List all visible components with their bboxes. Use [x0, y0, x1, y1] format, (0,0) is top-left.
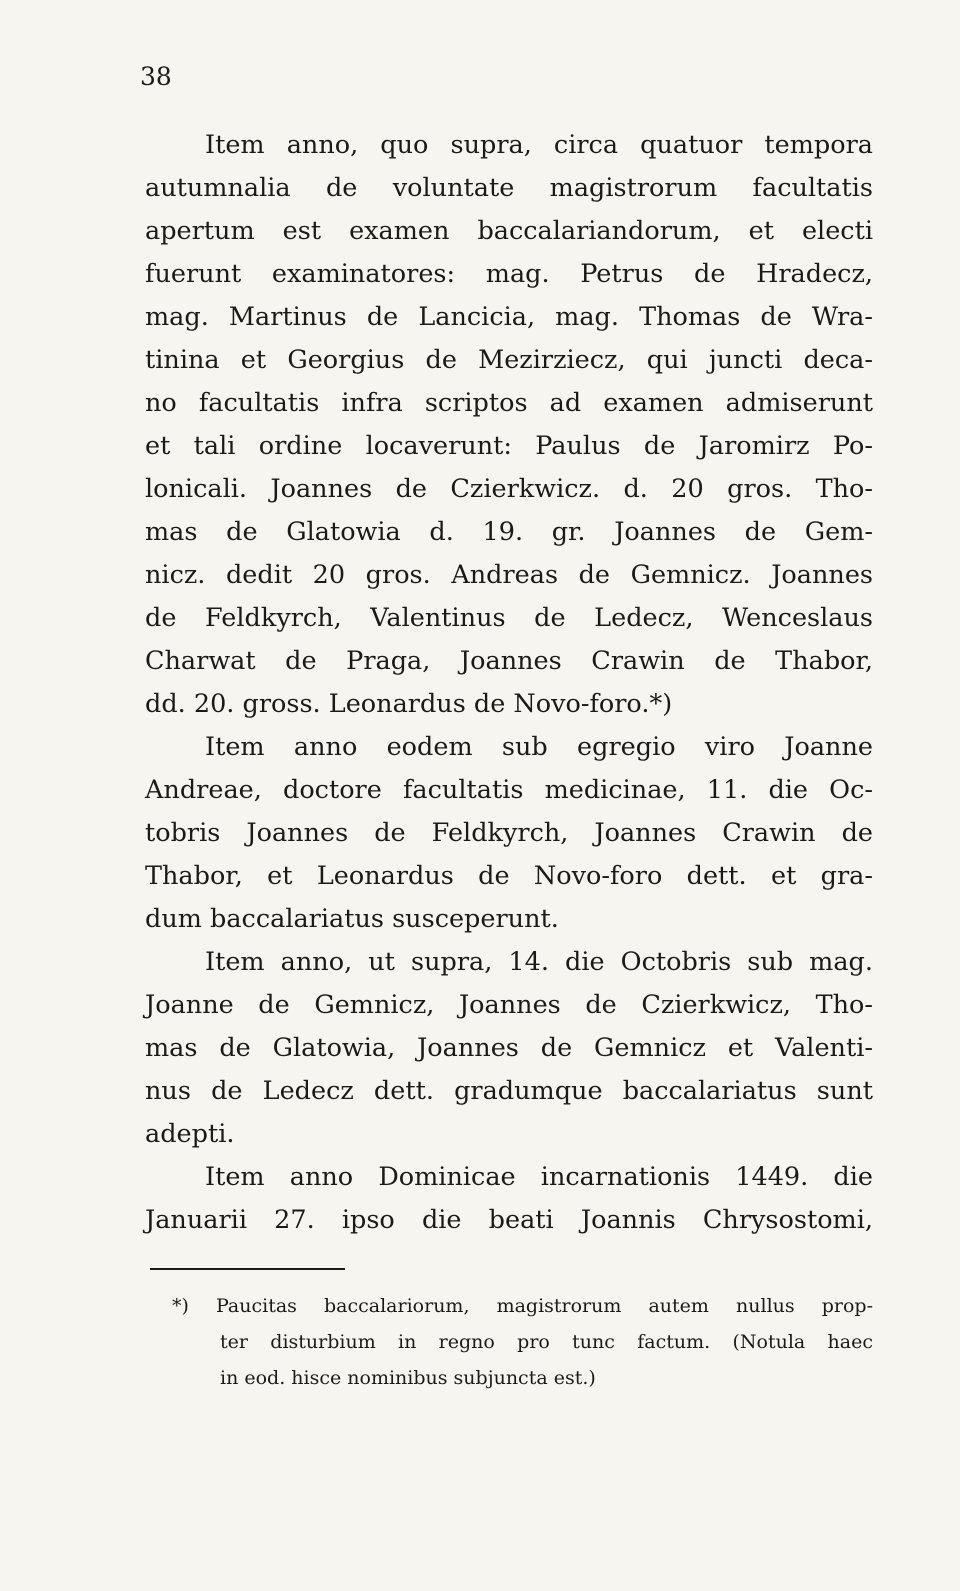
text-line: Item anno, quo supra, circa quatuor tempora: [205, 130, 873, 160]
footnote-divider: [150, 1268, 345, 1270]
text-line: Januarii 27. ipso die beati Joannis Chrysostomi,: [145, 1205, 873, 1235]
text-line: adepti.: [145, 1119, 235, 1149]
text-line: tobris Joannes de Feldkyrch, Joannes Crawin de: [145, 818, 873, 848]
footnote-line: in eod. hisce nominibus subjuncta est.): [220, 1367, 596, 1389]
text-line: dd. 20. gross. Leonardus de Novo-foro.*): [145, 689, 673, 719]
text-line: mag. Martinus de Lancicia, mag. Thomas de Wra-: [145, 302, 873, 332]
text-line: Item anno eodem sub egregio viro Joanne: [205, 732, 873, 762]
text-line: tinina et Georgius de Mezirziecz, qui juncti deca-: [145, 345, 873, 375]
text-line: fuerunt examinatores: mag. Petrus de Hradecz,: [145, 259, 873, 289]
text-line: Andreae, doctore facultatis medicinae, 11. die Oc-: [145, 775, 873, 805]
text-line: mas de Glatowia, Joannes de Gemnicz et Valenti-: [145, 1033, 873, 1063]
text-line: Item anno, ut supra, 14. die Octobris sub mag.: [205, 947, 873, 977]
footnote-line: *) Paucitas baccalariorum, magistrorum autem nullus prop-: [172, 1295, 873, 1317]
text-line: Item anno Dominicae incarnationis 1449. die: [205, 1162, 873, 1192]
text-line: no facultatis infra scriptos ad examen admiserunt: [145, 388, 873, 418]
text-line: Charwat de Praga, Joannes Crawin de Thabor,: [145, 646, 873, 676]
text-line: Thabor, et Leonardus de Novo-foro dett. et gra-: [145, 861, 873, 891]
page-number: 38: [140, 62, 172, 91]
footnote-line: ter disturbium in regno pro tunc factum. (Notula haec: [220, 1331, 873, 1353]
text-line: apertum est examen baccalariandorum, et electi: [145, 216, 873, 246]
text-line: lonicali. Joannes de Czierkwicz. d. 20 gros. Tho-: [145, 474, 873, 504]
text-line: autumnalia de voluntate magistrorum facultatis: [145, 173, 873, 203]
text-line: nicz. dedit 20 gros. Andreas de Gemnicz. Joannes: [145, 560, 873, 590]
text-line: dum baccalariatus susceperunt.: [145, 904, 559, 934]
text-line: Joanne de Gemnicz, Joannes de Czierkwicz, Tho-: [145, 990, 873, 1020]
text-line: de Feldkyrch, Valentinus de Ledecz, Wenceslaus: [145, 603, 873, 633]
text-line: et tali ordine locaverunt: Paulus de Jaromirz Po-: [145, 431, 873, 461]
text-line: nus de Ledecz dett. gradumque baccalariatus sunt: [145, 1076, 873, 1106]
text-line: mas de Glatowia d. 19. gr. Joannes de Gem-: [145, 517, 873, 547]
